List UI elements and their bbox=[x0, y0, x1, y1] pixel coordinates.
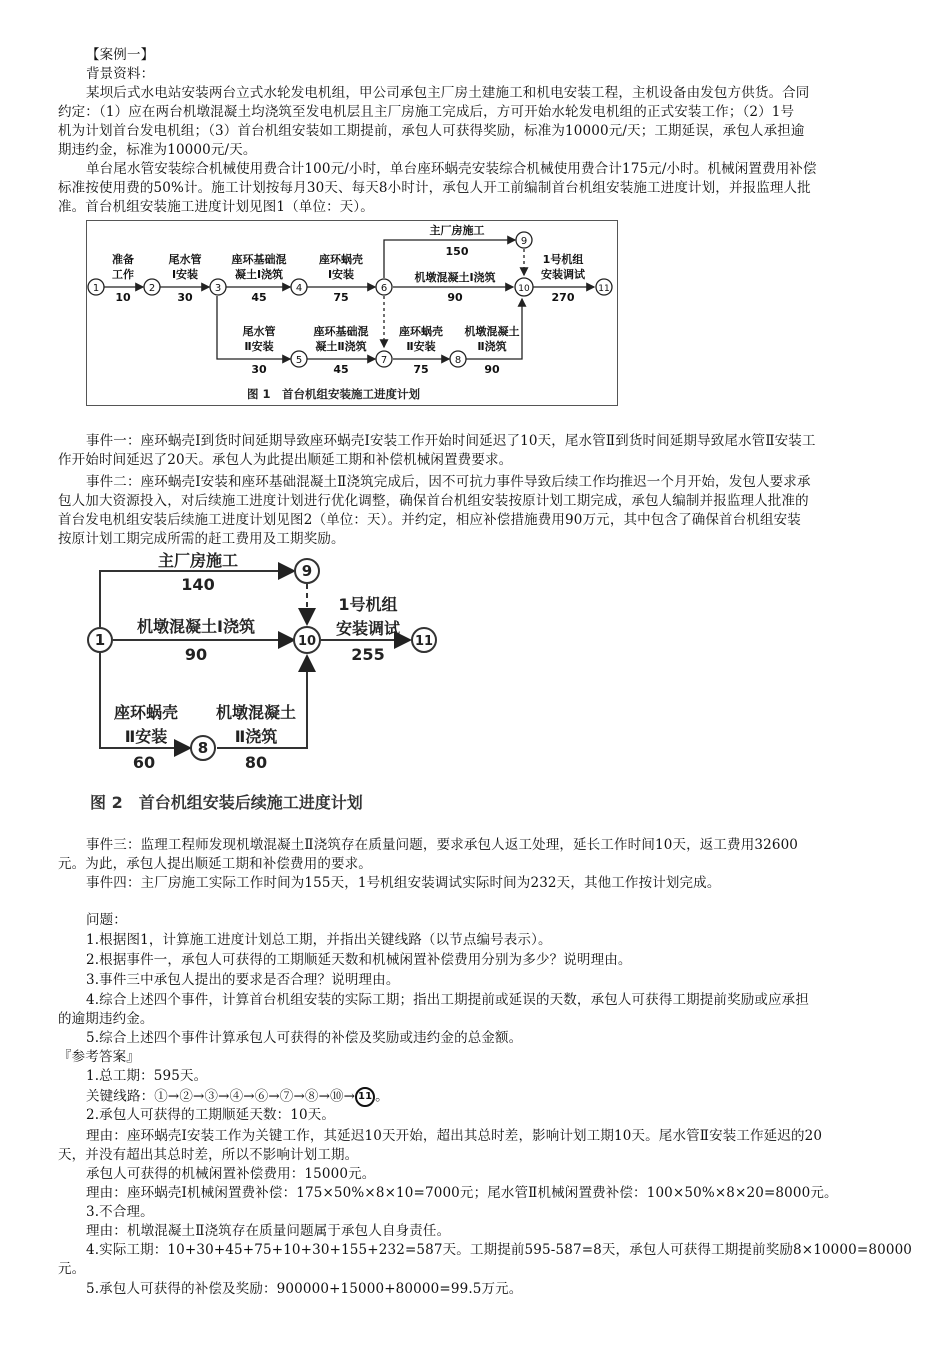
activity-name: 座环基础混 bbox=[313, 325, 369, 338]
node-label: 11 bbox=[598, 284, 610, 294]
activity-duration: 75 bbox=[333, 291, 349, 304]
event-2-line: 包人加大资源投入，对后续施工进度计划进行优化调整，确保首台机组安装按原计划工期完成，承包人编制并报监理人批准的 bbox=[58, 493, 809, 509]
event-3-line: 事件三：监理工程师发现机墩混凝土Ⅱ浇筑存在质量问题，要求承包人返工处理，延长工作时间10天，返工费用32600 bbox=[86, 837, 799, 853]
event-2-line: 事件二：座环蜗壳Ⅰ安装和座环基础混凝土Ⅱ浇筑完成后，因不可抗力事件导致后续工作均推迟一个月开始，发包人要求承 bbox=[86, 474, 811, 490]
activity-name: 机墩混凝土 bbox=[464, 325, 520, 338]
question-line: 4.综合上述四个事件，计算首台机组安装的实际工期；指出工期提前或延误的天数，承包人可获得工期提前奖励或应承担 bbox=[86, 992, 809, 1008]
activity-name: 主厂房施工 bbox=[429, 224, 485, 237]
node-label: 9 bbox=[301, 562, 313, 580]
answer-line: 承包人可获得的机械闲置补偿费用：15000元。 bbox=[86, 1166, 376, 1182]
activity-name: Ⅱ安装 bbox=[406, 340, 436, 353]
activity-duration: 150 bbox=[445, 245, 469, 258]
question-line: 1.根据图1，计算施工进度计划总工期，并指出关键线路（以节点编号表示）。 bbox=[86, 932, 552, 948]
node-label: 10 bbox=[518, 284, 530, 294]
activity-name: Ⅱ安装 bbox=[244, 340, 274, 353]
node-label: 8 bbox=[454, 355, 462, 366]
event-1-line: 作开始时间延迟了20天。承包人为此提出顺延工期和补偿机械闲置费要求。 bbox=[58, 452, 513, 468]
answer-line: 5.承包人可获得的补偿及奖励：900000+15000+80000=99.5万元。 bbox=[86, 1281, 523, 1297]
node-label: 4 bbox=[295, 283, 303, 294]
figure-1-caption: 图 1 首台机组安装施工进度计划 bbox=[247, 387, 421, 401]
background-line: 机为计划首台发电机组；（3）首台机组安装如工期提前，承包人可获得奖励，标准为10000元/天；工期延误，承包人承担逾 bbox=[58, 123, 805, 139]
node-label: 9 bbox=[520, 236, 528, 247]
node-label: 1 bbox=[94, 631, 106, 649]
activity-name: 尾水管 bbox=[242, 325, 276, 338]
answer-line: 4.实际工期：10+30+45+75+10+30+155+232=587天。工期提前595-587=8天，承包人可获得工期提前奖励8×10000=80000 bbox=[86, 1242, 913, 1258]
node-label: 7 bbox=[380, 355, 388, 366]
activity-name: 机墩混凝土 bbox=[215, 703, 297, 722]
activity-duration: 255 bbox=[351, 645, 385, 664]
critical-path-line bbox=[86, 1087, 926, 1107]
activity-name: 机墩混凝土Ⅰ浇筑 bbox=[137, 617, 255, 636]
activity-name: 1号机组 bbox=[542, 253, 584, 266]
question-line: 的逾期违约金。 bbox=[58, 1011, 154, 1027]
activity-name: Ⅱ安装 bbox=[124, 727, 168, 746]
activity-name: 凝土Ⅱ浇筑 bbox=[315, 340, 367, 353]
node-label: 10 bbox=[297, 634, 317, 649]
node-11-circle: 11 bbox=[355, 1087, 375, 1107]
event-2-line: 按原计划工期完成所需的赶工费用及工期奖励。 bbox=[58, 531, 345, 547]
activity-duration: 80 bbox=[244, 753, 268, 772]
critical-path-text: 关键线路：①→②→③→④→⑥→⑦→⑧→⑩→ bbox=[86, 1088, 356, 1105]
activity-duration: 90 bbox=[484, 363, 500, 376]
answer-line: 3.不合理。 bbox=[86, 1204, 154, 1220]
critical-path-end: 。 bbox=[375, 1088, 389, 1105]
questions-title: 问题： bbox=[86, 912, 127, 928]
event-4-line: 事件四：主厂房施工实际工作时间为155天，1号机组安装调试实际时间为232天，其他工作按计划完成。 bbox=[86, 875, 721, 891]
background-line: 某坝后式水电站安装两台立式水轮发电机组，甲公司承包主厂房土建施工和机电安装工程，主机设备由发包方供货。合同 bbox=[86, 85, 810, 101]
answer-line: 天，并没有超出其总时差，所以不影响计划工期。 bbox=[58, 1147, 359, 1163]
activity-name: 安装调试 bbox=[541, 268, 585, 281]
question-line: 3.事件三中承包人提出的要求是否合理？说明理由。 bbox=[86, 972, 400, 988]
node-label: 5 bbox=[295, 355, 303, 366]
node-label: 1 bbox=[92, 283, 100, 294]
activity-name: Ⅱ浇筑 bbox=[234, 727, 278, 746]
background-line: 标准按使用费的50%计。施工计划按每月30天、每天8小时计，承包人开工前编制首台机组安装施工进度计划，并报监理人批 bbox=[58, 180, 811, 196]
answer-line: 2.承包人可获得的工期顺延天数：10天。 bbox=[86, 1107, 336, 1123]
answer-line: 理由：座环蜗壳Ⅰ机械闲置费补偿：175×50%×8×10=7000元；尾水管Ⅱ机械闲置费补偿：100×50%×8×20=8000元。 bbox=[86, 1185, 838, 1201]
figure-1-network-diagram bbox=[86, 220, 618, 406]
activity-name: 工作 bbox=[112, 268, 134, 281]
event-2-line: 首台发电机组安装后续施工进度计划见图2（单位：天）。并约定，相应补偿措施费用90万元，其中包含了确保首台机组安装 bbox=[58, 512, 801, 528]
background-line: 单台尾水管安装综合机械使用费合计100元/小时，单台座环蜗壳安装综合机械使用费合计175元/小时。机械闲置费用补偿 bbox=[86, 161, 817, 177]
activity-name: 安装调试 bbox=[335, 619, 401, 638]
activity-name: 主厂房施工 bbox=[157, 551, 239, 570]
answer-line: 理由：机墩混凝土Ⅱ浇筑存在质量问题属于承包人自身责任。 bbox=[86, 1223, 451, 1239]
activity-duration: 30 bbox=[177, 291, 193, 304]
figure-2-caption: 图 2 首台机组安装后续施工进度计划 bbox=[90, 793, 363, 812]
activity-duration: 75 bbox=[413, 363, 429, 376]
activity-name: Ⅰ安装 bbox=[171, 268, 199, 281]
answer-line: 理由：座环蜗壳Ⅰ安装工作为关键工作，其延迟10天开始，超出其总时差，影响计划工期10天。尾水管Ⅱ安装工作延迟的20 bbox=[86, 1128, 823, 1144]
background-title: 背景资料： bbox=[86, 66, 155, 82]
case-title: 【案例一】 bbox=[86, 47, 155, 63]
activity-name: 机墩混凝土Ⅰ浇筑 bbox=[414, 271, 496, 284]
activity-duration: 90 bbox=[184, 645, 208, 664]
event-1-line: 事件一：座环蜗壳Ⅰ到货时间延期导致座环蜗壳Ⅰ安装工作开始时间延迟了10天，尾水管Ⅱ到货时间延期导致尾水管Ⅱ安装工 bbox=[86, 433, 816, 449]
activity-duration: 30 bbox=[251, 363, 267, 376]
figure-2-network-diagram bbox=[86, 550, 446, 820]
activity-name: 尾水管 bbox=[168, 253, 202, 266]
node-label: 2 bbox=[148, 283, 156, 294]
event-3-line: 元。为此，承包人提出顺延工期和补偿费用的要求。 bbox=[58, 856, 372, 872]
activity-name: 准备 bbox=[112, 253, 134, 266]
activity-duration: 10 bbox=[115, 291, 131, 304]
activity-name: 座环蜗壳 bbox=[113, 703, 179, 722]
answer-line: 元。 bbox=[58, 1261, 86, 1277]
question-line: 5.综合上述四个事件计算承包人可获得的补偿及奖励或违约金的总金额。 bbox=[86, 1030, 523, 1046]
activity-name: 1号机组 bbox=[338, 595, 398, 614]
node-label: 11 bbox=[414, 634, 434, 649]
activity-name: 座环蜗壳 bbox=[319, 253, 363, 266]
node-label: 6 bbox=[380, 283, 388, 294]
activity-name: Ⅰ安装 bbox=[327, 268, 355, 281]
background-line: 期违约金，标准为10000元/天。 bbox=[58, 142, 257, 158]
activity-duration: 140 bbox=[181, 575, 215, 594]
answer-line: 1.总工期：595天。 bbox=[86, 1068, 208, 1084]
node-label: 3 bbox=[214, 283, 222, 294]
activity-duration: 90 bbox=[447, 291, 463, 304]
activity-name: 凝土Ⅰ浇筑 bbox=[234, 268, 284, 281]
activity-name: Ⅱ浇筑 bbox=[477, 340, 507, 353]
activity-duration: 45 bbox=[251, 291, 267, 304]
activity-duration: 60 bbox=[132, 753, 156, 772]
answer-title: 『参考答案』 bbox=[58, 1049, 140, 1065]
background-line: 准。首台机组安装施工进度计划见图1（单位：天）。 bbox=[58, 199, 374, 215]
question-line: 2.根据事件一，承包人可获得的工期顺延天数和机械闲置补偿费用分别为多少？说明理由。 bbox=[86, 952, 632, 968]
activity-name: 座环基础混 bbox=[231, 253, 287, 266]
activity-duration: 45 bbox=[333, 363, 349, 376]
node-label: 8 bbox=[197, 739, 209, 757]
activity-name: 座环蜗壳 bbox=[399, 325, 443, 338]
activity-duration: 270 bbox=[551, 291, 575, 304]
background-line: 约定：（1）应在两台机墩混凝土均浇筑至发电机层且主厂房施工完成后，方可开始水轮发电机组的正式安装工作；（2）1号 bbox=[58, 104, 795, 120]
